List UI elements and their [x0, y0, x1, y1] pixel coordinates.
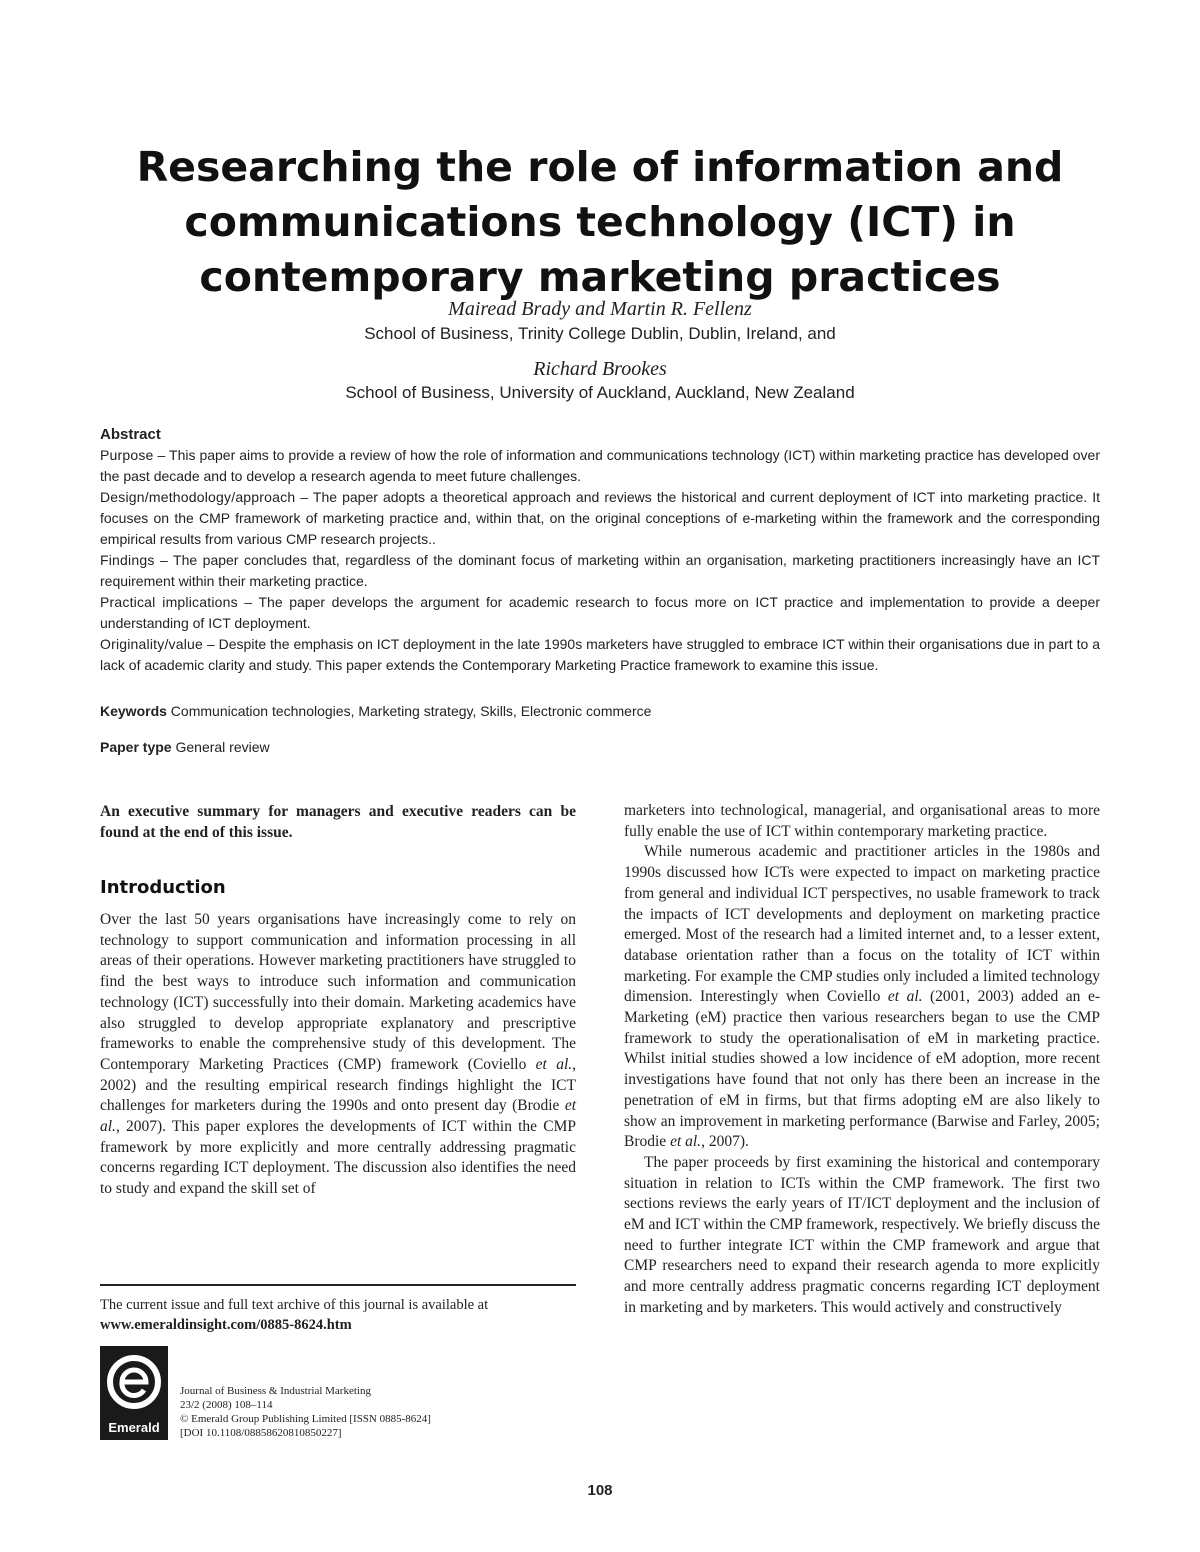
et-al-1: et al. — [535, 1055, 573, 1073]
journal-doi: [DOI 10.1108/08858620810850227] — [180, 1427, 342, 1439]
title-line-1: Researching the role of information and — [136, 143, 1064, 191]
archive-note — [100, 1295, 576, 1335]
originality-text: – Despite the emphasis on ICT deployment in the late 1990s marketers have struggled to embrace ICT within their organisations due in part to a lack of academic clarity and study. This paper extends the Contemporary Marketing Practice framework to examine this issue. — [100, 636, 1100, 673]
journal-info — [180, 1384, 576, 1440]
et-al-4: et al. — [670, 1133, 702, 1151]
keywords — [100, 701, 1100, 721]
abstract-practical — [100, 592, 1100, 634]
abstract-purpose — [100, 445, 1100, 487]
et-al-2: et al. — [100, 1097, 576, 1136]
journal-volume: 23/2 (2008) 108–114 — [180, 1399, 273, 1411]
left-column-text — [100, 910, 576, 1200]
title-line-3: contemporary marketing practices — [199, 253, 1001, 301]
abstract-design — [100, 487, 1100, 550]
archive-url-link[interactable]: www.emeraldinsight.com/0885-8624.htm — [100, 1317, 352, 1333]
findings-label: Findings — [100, 552, 155, 568]
paper-title — [100, 140, 1100, 305]
right-p2-text-a: While numerous academic and practitioner articles in the 1980s and 1990s discussed how ICTs were expected to impact on marketing practice from general and individual ICT perspectives, no usable framework to track the impacts of ICT developments and deployment on marketing practice emerged. Most of the research had a limited internet and, to a lesser extent, database orientation rather than a focus on the totality of ICT within marketing. For example the CMP studies only included a limited technology dimension. Interestingly when Coviello — [624, 843, 1100, 1006]
intro-paragraph — [100, 910, 576, 1200]
right-column-text — [624, 801, 1100, 1319]
intro-text-c: , 2007). This paper explores the developments of ICT within the CMP framework by more explicitly and more centrally addressing pragmatic concerns regarding ICT deployment. The discussion also identifies the need to study and expand the skill set of — [100, 1118, 576, 1198]
author-affiliation-2: School of Business, University of Auckland, Auckland, New Zealand — [345, 383, 855, 402]
originality-label: Originality/value — [100, 636, 203, 652]
intro-text-a: Over the last 50 years organisations have increasingly come to rely on technology to support communication and information processing in all areas of their operations. However marketing practitioners have struggled to find the best ways to introduce such information and communication technology (ICT) successfully into their domain. Marketing academics have also struggled to develop appropriate explanatory and prescriptive frameworks to enable the comprehensive study of this development. The Contemporary Marketing Practices (CMP) framework (Coviello — [100, 911, 576, 1073]
abstract-findings — [100, 550, 1100, 592]
paper-type-text: General review — [171, 739, 270, 755]
keywords-label: Keywords — [100, 703, 167, 719]
abstract — [100, 424, 1100, 676]
journal-name: Journal of Business & Industrial Marketing — [180, 1385, 371, 1397]
design-label: Design/methodology/approach — [100, 489, 296, 505]
emerald-logo-icon — [100, 1346, 168, 1440]
right-paragraph-1: marketers into technological, managerial, and organisational areas to more fully enable the use of ICT within contemporary marketing practice. — [624, 802, 1100, 840]
author-names-1: Mairead Brady and Martin R. Fellenz — [448, 298, 752, 320]
journal-copyright: © Emerald Group Publishing Limited [ISSN 0885-8624] — [180, 1413, 431, 1425]
intro-text-b: , 2002) and the resulting empirical research findings highlight the ICT challenges for marketers during the 1990s and onto present day (Brodie — [100, 1055, 576, 1115]
practical-text: – The paper develops the argument for academic research to focus more on ICT practice and implementation to provide a deeper understanding of ICT deployment. — [100, 594, 1100, 631]
archive-text: The current issue and full text archive of this journal is available at — [100, 1297, 489, 1313]
logo-wordmark: Emerald — [108, 1420, 160, 1435]
purpose-label: Purpose — [100, 447, 154, 463]
right-paragraph-2 — [624, 842, 1100, 1153]
emerald-logo — [100, 1346, 168, 1440]
author-affiliation-1: School of Business, Trinity College Dublin, Dublin, Ireland, and — [364, 324, 836, 343]
findings-text: – The paper concludes that, regardless of the dominant focus of marketing within an organisation, marketing practitioners increasingly have an ICT requirement within their marketing practice. — [100, 552, 1100, 589]
keywords-text: Communication technologies, Marketing strategy, Skills, Electronic commerce — [166, 703, 652, 719]
abstract-heading: Abstract — [100, 426, 161, 443]
et-al-3: et al. — [887, 988, 923, 1006]
author-names-2: Richard Brookes — [533, 358, 667, 380]
practical-label: Practical implications — [100, 594, 238, 610]
executive-summary-note: An executive summary for managers and executive readers can be found at the end of this issue. — [100, 803, 576, 841]
footnote-divider — [100, 1284, 576, 1286]
paper-type — [100, 737, 1100, 757]
right-p2-text-c: , 2007). — [701, 1133, 749, 1151]
introduction-heading: Introduction — [100, 877, 226, 898]
paper-type-label: Paper type — [100, 739, 172, 755]
title-line-2: communications technology (ICT) in — [184, 198, 1016, 246]
right-p2-text-b: (2001, 2003) added an e-Marketing (eM) practice then various researchers began to use the CMP framework to study the operationalisation of eM in marketing practice. Whilst initial studies showed a low incidence of eM adoption, more recent investigations have found that not only has there been an increase in the penetration of eM in firms, but that firms adopting eM are also likely to show an improvement in marketing performance (Barwise and Farley, 2005; Brodie — [624, 988, 1100, 1151]
abstract-originality — [100, 634, 1100, 676]
purpose-text: – This paper aims to provide a review of how the role of information and communications technology (ICT) within marketing practice has developed over the past decade and to develop a research agenda to meet future challenges. — [100, 447, 1100, 484]
right-paragraph-3: The paper proceeds by first examining the historical and contemporary situation in relation to ICTs within the CMP framework. The first two sections reviews the early years of IT/ICT deployment and the inclusion of eM and ICT within the CMP framework, respectively. We briefly discuss the need to further integrate ICT within the CMP framework and argue that CMP researchers need to expand their research agenda to more explicitly and more centrally address pragmatic concerns regarding ICT deployment in marketing and by marketers. This would actively and constructively — [624, 1153, 1100, 1316]
page-number: 108 — [587, 1482, 613, 1499]
design-text: – The paper adopts a theoretical approach and reviews the historical and current deployment of ICT into marketing practice. It focuses on the CMP framework of marketing practice and, within that, on the original conceptions of e-marketing within the framework and the corresponding empirical results from various CMP research projects.. — [100, 489, 1100, 547]
